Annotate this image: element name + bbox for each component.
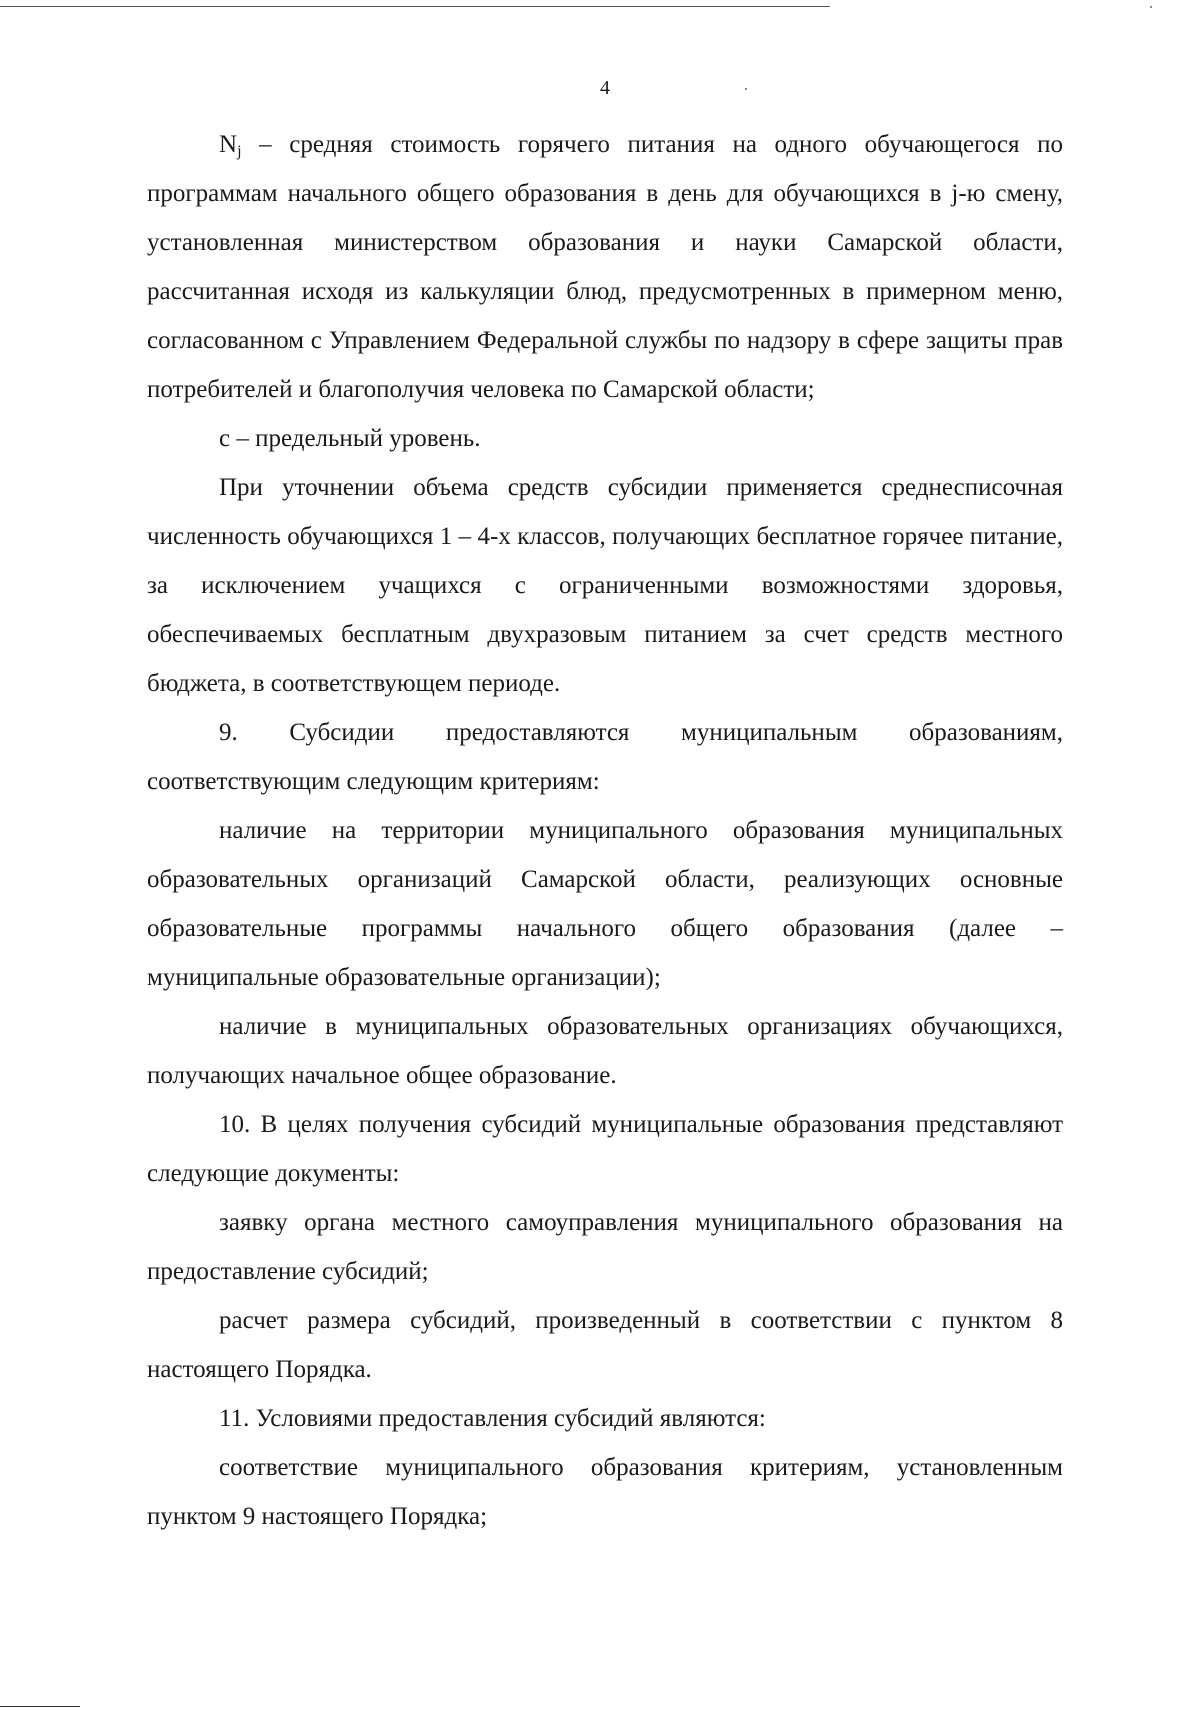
paragraph-criterion-2: наличие в муниципальных образовательных организациях обучающихся, получающих начальное общее образование. (147, 1013, 1063, 1089)
page-number: 4 (600, 77, 610, 99)
scan-edge-line-top (0, 6, 830, 7)
formula-subscript-j: j (237, 143, 242, 160)
formula-symbol-n: N (219, 131, 238, 158)
scan-edge-line-bottom (0, 1706, 80, 1707)
paragraph-item-9: 9. Субсидии предоставляются муниципальным образованиям, соответствующим следующим критериям: (147, 719, 1063, 795)
paragraph-text: – средняя стоимость горячего питания на одного обучающегося по программам начального общего образования в день для обучающихся в j-ю смену, установленная министерством образования и науки Самарской области, рассчитанная исходя из калькуляции блюд, предусмотренных в примерном меню, согласованном с Управлением Федеральной службы по надзору в сфере защиты прав потребителей и благополучия человека по Самарской области; (147, 131, 1063, 403)
paragraph-condition-1: соответствие муниципального образования критериям, установленным пунктом 9 настоящего Порядка; (147, 1454, 1063, 1530)
scan-speck (1150, 6, 1152, 8)
paragraph-nj-definition (147, 120, 1063, 414)
paragraph-subsidy-refinement: При уточнении объема средств субсидии применяется среднесписочная численность обучающихся 1 – 4-х классов, получающих бесплатное горячее питание, за исключением учащихся с ограниченными возможностями здоровья, обеспечиваемых бесплатным двухразовым питанием за счет средств местного бюджета, в соответствующем периоде. (147, 474, 1063, 697)
paragraph-document-application: заявку органа местного самоуправления муниципального образования на предоставление субсидий; (147, 1209, 1063, 1285)
paragraph-c-definition: c – предельный уровень. (219, 425, 481, 452)
paragraph-item-11: 11. Условиями предоставления субсидий являются: (219, 1405, 766, 1432)
paragraph-criterion-1: наличие на территории муниципального образования муниципальных образовательных организаций Самарской области, реализующих основные образовательные программы начального общего образования (далее – муниципальные образовательные организации); (147, 817, 1063, 991)
document-body (147, 120, 1063, 1541)
paragraph-item-10: 10. В целях получения субсидий муниципальные образования представляют следующие документы: (147, 1111, 1063, 1187)
paragraph-document-calculation: расчет размера субсидий, произведенный в соответствии с пунктом 8 настоящего Порядка. (147, 1307, 1063, 1383)
